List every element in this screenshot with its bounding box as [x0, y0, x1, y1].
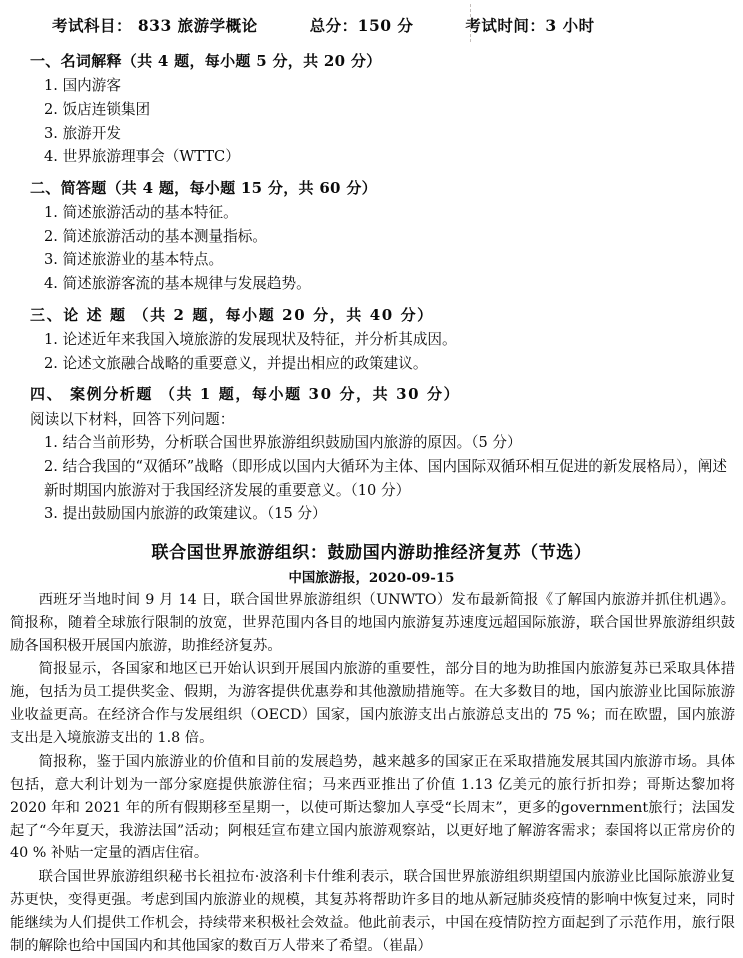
exam-header: [0, 0, 743, 36]
article-paragraph: 简报称，鉴于国内旅游业的价值和目前的发展趋势，越来越多的国家正在采取措施发展其国内旅游市场。具体包括，意大利计划为一部分家庭提供旅游住宿；马来西亚推出了价值 1.13 亿美元的旅行折扣券；哥斯达黎加将 2020 年和 2021 年的所有假期移至星期一，以使可斯达黎加人享受“长周末”，更多的government旅行；法国发起了“今年夏天，我游法国”活动；阿根廷宣布建立国内旅游观察站，以更好地了解游客需求；泰国将以正常房价的 40 % 补贴一定量的酒店住宿。: [10, 753, 735, 862]
case-article: [0, 538, 743, 958]
section-title-2: 二、简答题（共 4 题，每小题 15 分，共 60 分）: [30, 178, 377, 197]
question-item: 1. 简述旅游活动的基本特征。: [44, 204, 238, 222]
article-paragraph: 联合国世界旅游组织秘书长祖拉布·波洛利卡什维利表示，联合国世界旅游组织期望国内旅游业比国际旅游业复苏更快，变得更强。考虑到国内旅游业的规模，其复苏将帮助许多目的地从新冠肺炎疫情的影响中恢复过来，同时能继续为人们提供工作机会，持续带来积极社会效益。他此前表示，中国在疫情防控方面起到了示范作用，旅行限制的解除也给中国国内和其他国家的数百万人带来了希望。（崔晶）: [10, 869, 735, 954]
article-paragraph: 简报显示，各国家和地区已开始认识到开展国内旅游的重要性，部分目的地为助推国内旅游复苏已采取具体措施，包括为员工提供奖金、假期，为游客提供优惠券和其他激励措施等。在大多数目的地，国内旅游业比国际旅游业收益更高。在经济合作与发展组织（OECD）国家，国内旅游支出占旅游总支出的 75 %；而在欧盟，国内旅游支出是入境旅游支出的 1.8 倍。: [10, 661, 735, 747]
article-title: 联合国世界旅游组织：鼓励国内游助推经济复苏（节选）: [151, 542, 592, 563]
question-item: 2. 饭店连锁集团: [44, 100, 151, 118]
question-item: 1. 国内游客: [44, 77, 121, 95]
exam-duration: 考试时间：3 小时: [465, 16, 595, 35]
question-item: 2. 论述文旅融合战略的重要意义，并提出相应的政策建议。: [44, 354, 428, 372]
header-divider-line: [470, 4, 472, 42]
question-item: 4. 世界旅游理事会（WTTC）: [44, 148, 240, 166]
question-item: 2. 简述旅游活动的基本测量指标。: [44, 227, 267, 245]
article-paragraph: 西班牙当地时间 9 月 14 日，联合国世界旅游组织（UNWTO）发布最新简报《了解国内旅游并抓住机遇》。简报称，随着全球旅行限制的放宽，世界范围内各目的地国内旅游复苏速度远超国际旅游，联合国世界旅游组织鼓励各国积极开展国内旅游，助推经济复苏。: [10, 591, 735, 654]
exam-subject: 考试科目： 833 旅游学概论: [52, 16, 258, 35]
section-title-1: 一、名词解释（共 4 题，每小题 5 分，共 20 分）: [30, 52, 382, 70]
exam-body: [0, 36, 743, 526]
question-item: 3. 提出鼓励国内旅游的政策建议。（15 分）: [44, 505, 327, 523]
section-title-3: 三、论 述 题 （共 2 题，每小题 20 分，共 40 分）: [30, 305, 434, 324]
question-item: 3. 旅游开发: [44, 124, 121, 142]
case-lead-text: 阅读以下材料，回答下列问题：: [30, 410, 235, 428]
question-item: 3. 简述旅游业的基本特点。: [44, 251, 224, 269]
question-item: 1. 论述近年来我国入境旅游的发展现状及特征，并分析其成因。: [44, 331, 457, 349]
article-source: 中国旅游报，2020-09-15: [288, 569, 455, 586]
question-item: 2. 结合我国的“双循环”战略（即形成以国内大循环为主体、国内国际双循环相互促进的新发展格局），阐述新时期国内旅游对于我国经济发展的重要意义。（10 分）: [44, 457, 727, 499]
question-item: 4. 简述旅游客流的基本规律与发展趋势。: [44, 275, 311, 293]
question-item: 1. 结合当前形势，分析联合国世界旅游组织鼓励国内旅游的原因。（5 分）: [44, 434, 522, 452]
section-title-4: 四、 案例分析题 （共 1 题，每小题 30 分，共 30 分）: [30, 385, 461, 404]
exam-total-score: 总分：150 分: [309, 16, 414, 35]
